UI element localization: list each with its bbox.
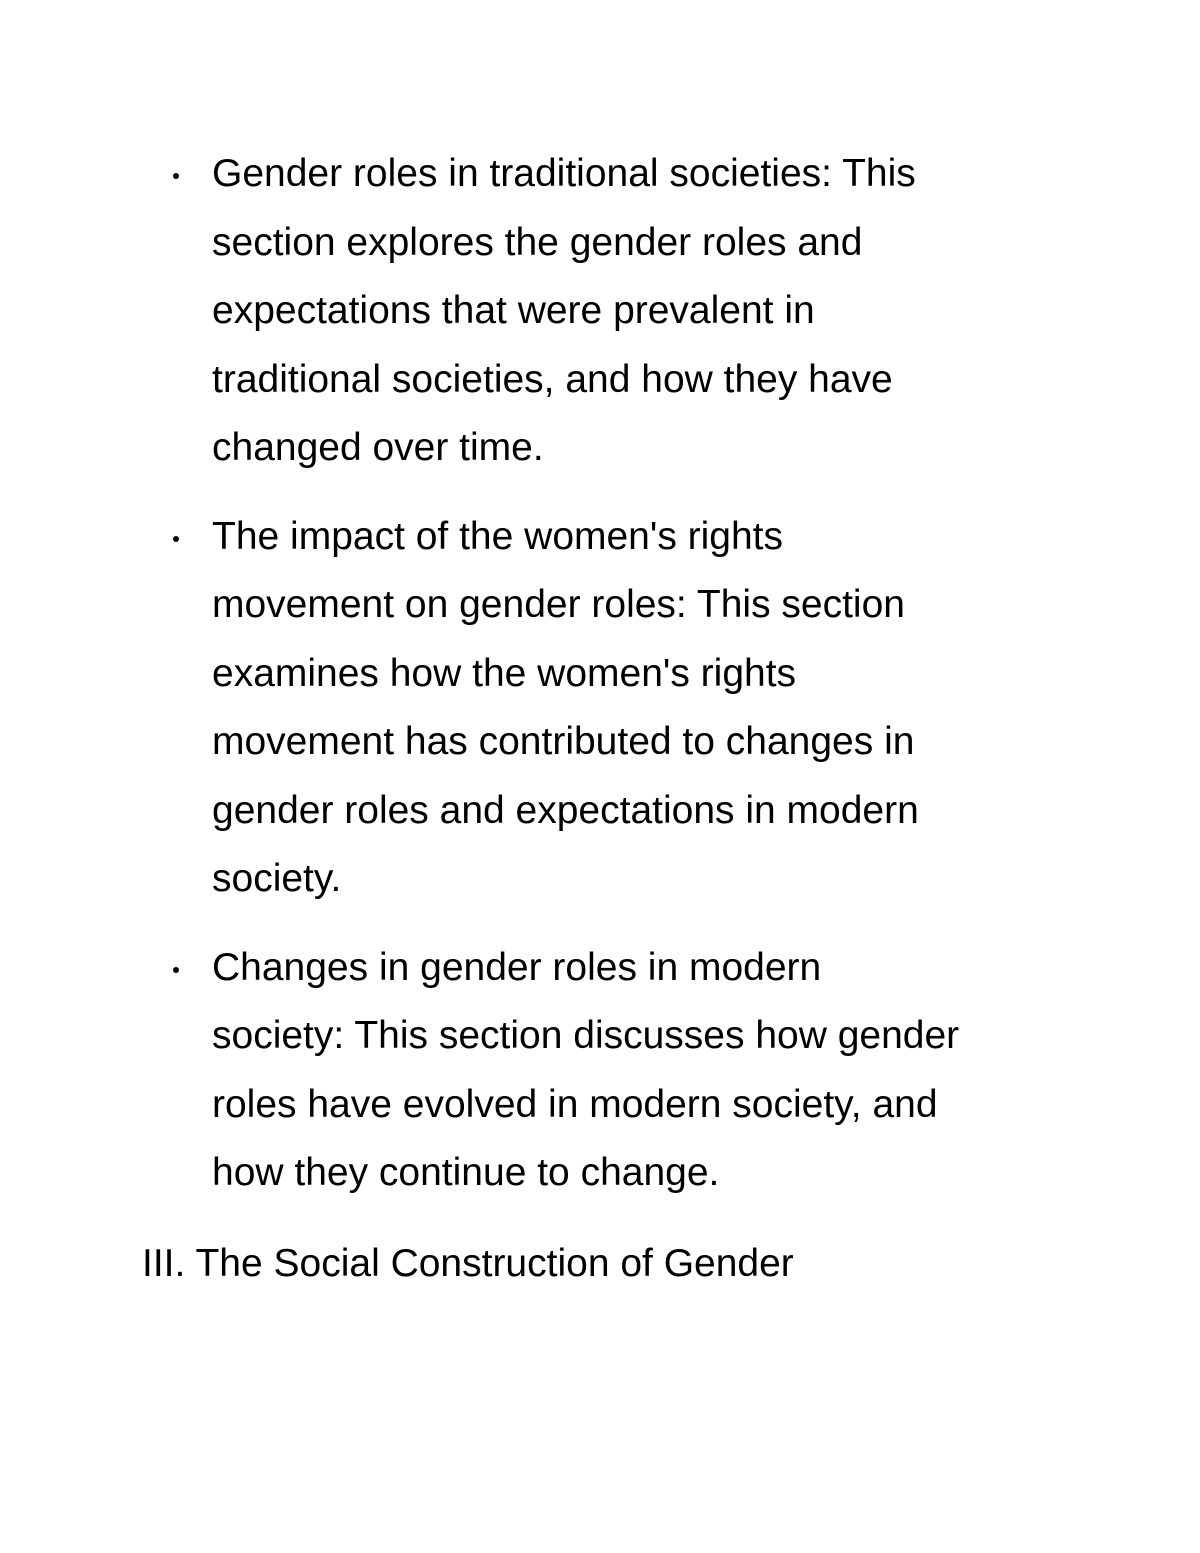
list-item bbox=[170, 934, 1070, 1208]
list-item-line: Gender roles in traditional societies: This bbox=[212, 152, 916, 195]
list-item-line: gender roles and expectations in modern bbox=[212, 788, 919, 832]
list-item-line: traditional societies, and how they have bbox=[212, 357, 893, 401]
list-item-line: Changes in gender roles in modern bbox=[212, 945, 822, 989]
list-item-line: examines how the women's rights bbox=[212, 651, 797, 695]
list-item-line: how they continue to change. bbox=[212, 1151, 720, 1194]
list-item-line: roles have evolved in modern society, and bbox=[212, 1082, 938, 1126]
list-item-line: society: This section discusses how gender bbox=[212, 1014, 960, 1057]
list-item-line: society. bbox=[212, 857, 342, 900]
list-item-line: expectations that were prevalent in bbox=[212, 289, 815, 332]
list-item-line: section explores the gender roles and bbox=[212, 220, 863, 264]
section-heading: III. The Social Construction of Gender bbox=[142, 1242, 794, 1285]
list-item-line: changed over time. bbox=[212, 426, 544, 469]
list-item-line: movement has contributed to changes in bbox=[212, 720, 915, 763]
list-item bbox=[170, 140, 1070, 483]
list-item-line: The impact of the women's rights bbox=[212, 514, 784, 558]
bullet-list bbox=[170, 140, 1070, 1228]
list-item-line: movement on gender roles: This section bbox=[212, 583, 905, 626]
bullet-icon bbox=[173, 173, 179, 179]
bullet-icon bbox=[173, 967, 179, 973]
list-item bbox=[170, 503, 1070, 914]
bullet-icon bbox=[173, 536, 179, 542]
